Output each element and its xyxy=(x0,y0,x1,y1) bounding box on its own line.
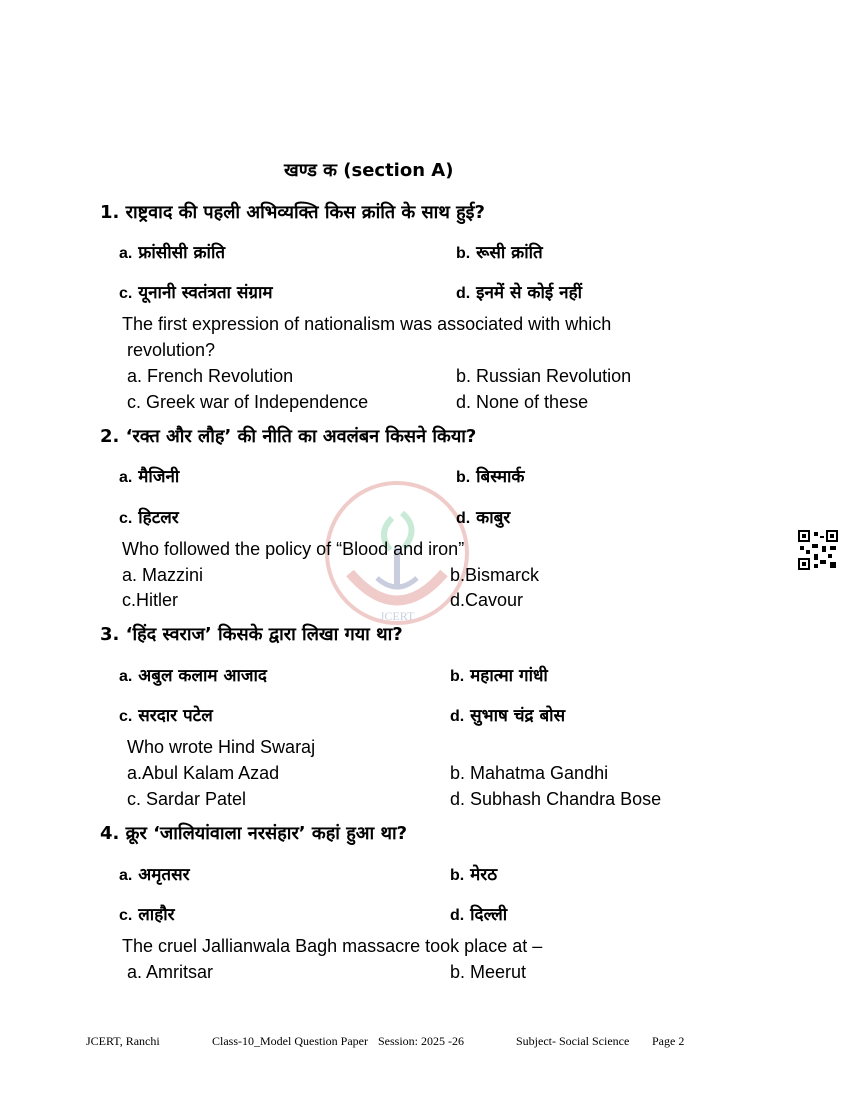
q2-english-line1: Who followed the policy of “Blood and iron” xyxy=(122,539,465,559)
footer-subject: Subject- Social Science xyxy=(516,1034,630,1048)
q3-english-option-b: b. Mahatma Gandhi xyxy=(450,763,609,783)
q1-hindi-option-c: c. यूनानी स्वतंत्रता संग्राम xyxy=(119,283,273,303)
q2-english-option-c: c.Hitler xyxy=(122,590,179,610)
q3-hindi-option-b: b. महात्मा गांधी xyxy=(450,666,548,686)
q2-hindi-option-b: b. बिस्मार्क xyxy=(456,467,525,487)
q3-english-option-d: d. Subhash Chandra Bose xyxy=(450,789,662,809)
question-4-hindi: 4. क्रूर ‘जालियांवाला नरसंहार’ कहां हुआ था? xyxy=(100,823,408,844)
question-3-hindi: 3. ‘हिंद स्वराज’ किसके द्वारा लिखा गया था? xyxy=(100,624,403,645)
q1-english-option-b: b. Russian Revolution xyxy=(456,366,632,386)
q1-hindi-option-b: b. रूसी क्रांति xyxy=(456,243,543,263)
q1-english-option-a: a. French Revolution xyxy=(127,366,294,386)
question-1-hindi: 1. राष्ट्रवाद की पहली अभिव्यक्ति किस क्रांति के साथ हुई? xyxy=(100,202,485,223)
q3-hindi-option-c: c. सरदार पटेल xyxy=(119,706,213,726)
footer-paper: Class-10_Model Question Paper xyxy=(212,1034,368,1048)
q3-english-option-c: c. Sardar Patel xyxy=(127,789,247,809)
q4-english-option-b: b. Meerut xyxy=(450,962,527,982)
q4-hindi-option-a: a. अमृतसर xyxy=(119,865,190,885)
q1-english-option-d: d. None of these xyxy=(456,392,589,412)
section-title: खण्ड क (section A) xyxy=(284,160,454,181)
q2-english-option-a: a. Mazzini xyxy=(122,565,204,585)
q4-english-option-a: a. Amritsar xyxy=(127,962,214,982)
q1-english-line1: The first expression of nationalism was associated with which xyxy=(122,314,612,334)
footer-page: Page 2 xyxy=(652,1034,685,1048)
q2-hindi-option-c: c. हिटलर xyxy=(119,508,179,528)
q1-hindi-option-a: a. फ्रांसीसी क्रांति xyxy=(119,243,226,263)
q2-hindi-option-a: a. मैजिनी xyxy=(119,467,180,487)
q4-english-line1: The cruel Jallianwala Bagh massacre took place at – xyxy=(122,936,543,956)
watermark-text: JCERT xyxy=(379,609,415,623)
q2-english-option-d: d.Cavour xyxy=(450,590,524,610)
q2-hindi-option-d: d. काबुर xyxy=(456,508,511,528)
q4-hindi-option-b: b. मेरठ xyxy=(450,865,498,885)
footer-org: JCERT, Ranchi xyxy=(86,1034,160,1048)
q3-english-option-a: a.Abul Kalam Azad xyxy=(127,763,280,783)
q2-english-option-b: b.Bismarck xyxy=(450,565,540,585)
q1-english-line2: revolution? xyxy=(127,340,216,360)
q3-hindi-option-a: a. अबुल कलाम आजाद xyxy=(119,666,267,686)
q1-hindi-option-d: d. इनमें से कोई नहीं xyxy=(456,283,583,303)
qr-code-icon[interactable] xyxy=(798,530,838,570)
q4-hindi-option-c: c. लाहौर xyxy=(119,905,175,925)
q4-hindi-option-d: d. दिल्ली xyxy=(450,905,508,925)
question-2-hindi: 2. ‘रक्त और लौह’ की नीति का अवलंबन किसने किया? xyxy=(100,426,477,447)
q3-hindi-option-d: d. सुभाष चंद्र बोस xyxy=(450,706,566,726)
footer-session: Session: 2025 -26 xyxy=(378,1034,465,1048)
q1-english-option-c: c. Greek war of Independence xyxy=(127,392,369,412)
q3-english-line1: Who wrote Hind Swaraj xyxy=(127,737,316,757)
